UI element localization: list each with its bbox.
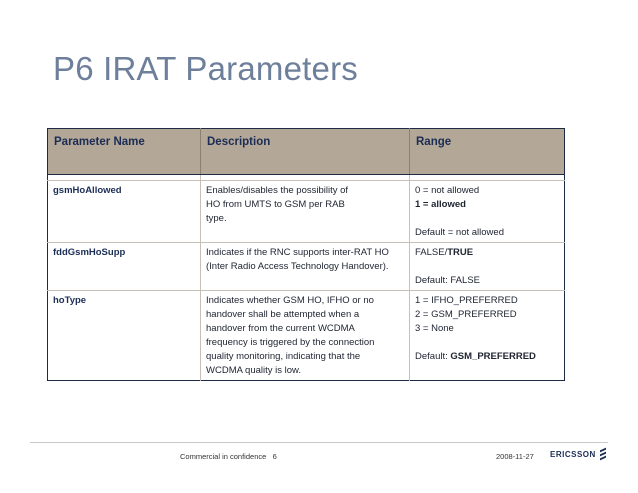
- parameters-table: [47, 128, 565, 381]
- param-description: [201, 181, 410, 243]
- range-default: [415, 350, 559, 364]
- footer-divider: [30, 442, 608, 443]
- range-gap: [415, 336, 559, 350]
- confidentiality-text: Commercial in confidence: [180, 452, 267, 461]
- range-prefix: FALSE/: [415, 247, 448, 258]
- param-range: [410, 291, 565, 381]
- param-name: gsmHoAllowed: [48, 181, 201, 243]
- header-parameter-name: Parameter Name: [48, 129, 201, 175]
- description-line: Enables/disables the possibility of: [206, 185, 349, 196]
- description-line: HO from UMTS to GSM per RAB: [206, 199, 345, 210]
- ericsson-logo: [550, 449, 606, 459]
- logo-text: ERICSSON: [550, 449, 596, 459]
- range-gap: [415, 212, 559, 226]
- description-line: handover shall be attempted when a: [206, 309, 360, 320]
- range-bold: TRUE: [447, 247, 474, 258]
- table-row: [48, 291, 565, 381]
- footer-confidentiality: [180, 452, 277, 461]
- range-prefix: Default:: [415, 351, 451, 362]
- range-line: 1 = IFHO_PREFERRED: [415, 295, 518, 306]
- range-line: 2 = GSM_PREFERRED: [415, 309, 517, 320]
- footer-page-number: 6: [272, 452, 277, 461]
- header-description: Description: [201, 129, 410, 175]
- table-row: [48, 243, 565, 291]
- param-range: [410, 243, 565, 291]
- range-bold: GSM_PREFERRED: [450, 351, 536, 362]
- param-description: [201, 243, 410, 291]
- description-line: (Inter Radio Access Technology Handover).: [206, 261, 389, 272]
- range-line: 3 = None: [415, 323, 454, 334]
- range-gap: [415, 260, 559, 274]
- param-range: [410, 181, 565, 243]
- description-line: frequency is triggered by the connection: [206, 337, 375, 348]
- slide-title: P6 IRAT Parameters: [53, 50, 358, 87]
- footer-date: 2008-11-27: [496, 452, 534, 461]
- description-line: Indicates if the RNC supports inter-RAT HO: [206, 247, 389, 258]
- table-header-row: [48, 129, 565, 175]
- table-row: [48, 181, 565, 243]
- range-default: Default: FALSE: [415, 275, 480, 286]
- description-line: WCDMA quality is low.: [206, 365, 302, 376]
- range-line: [415, 246, 559, 260]
- range-line: 1 = allowed: [415, 199, 466, 210]
- range-line: 0 = not allowed: [415, 185, 480, 196]
- header-range: Range: [410, 129, 565, 175]
- param-name: fddGsmHoSupp: [48, 243, 201, 291]
- description-line: quality monitoring, indicating that the: [206, 351, 361, 362]
- param-name: hoType: [48, 291, 201, 381]
- ericsson-logo-icon: [600, 449, 606, 459]
- range-default: Default = not allowed: [415, 227, 504, 238]
- param-description: [201, 291, 410, 381]
- description-line: type.: [206, 213, 227, 224]
- description-line: handover from the current WCDMA: [206, 323, 355, 334]
- description-line: Indicates whether GSM HO, IFHO or no: [206, 295, 374, 306]
